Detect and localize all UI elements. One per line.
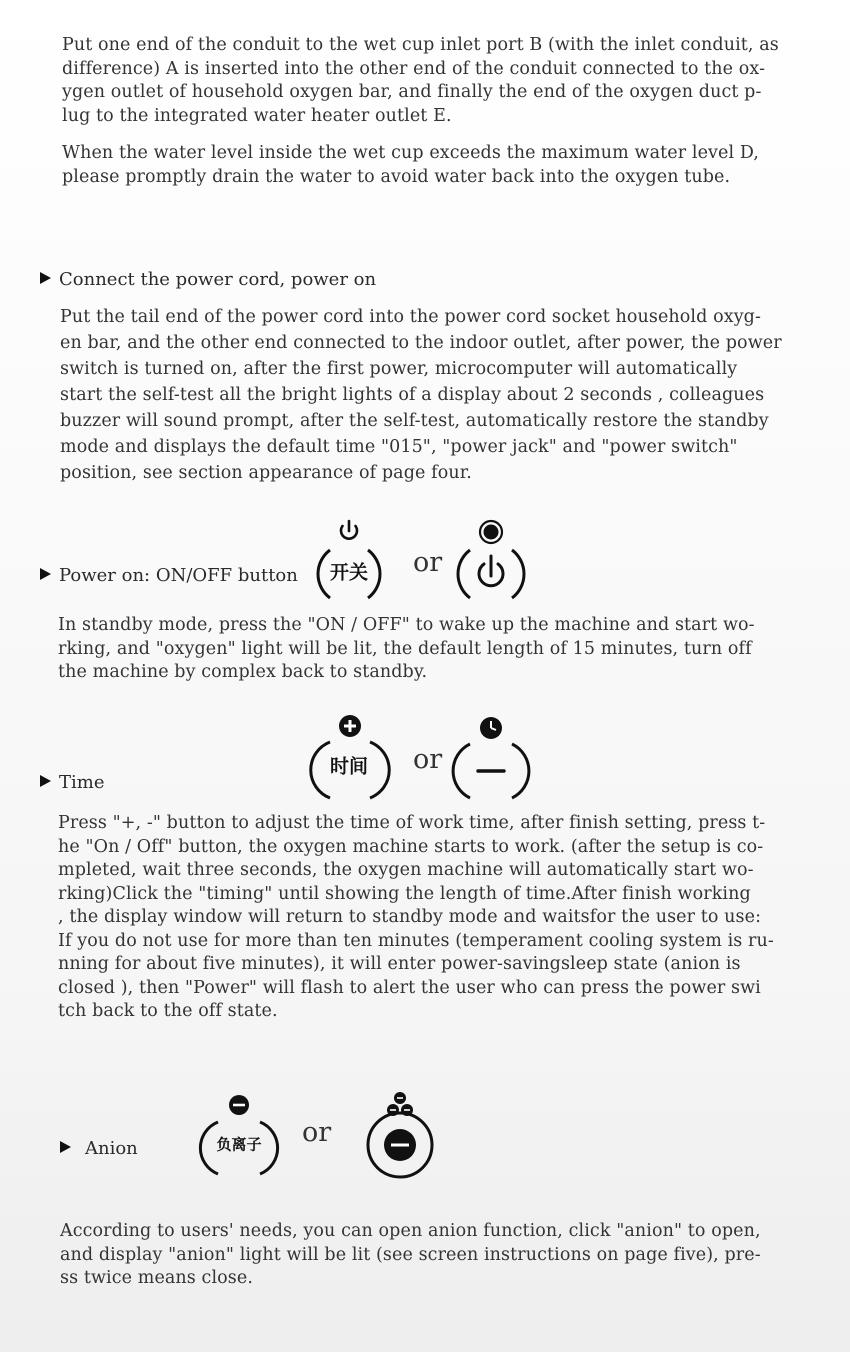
intro-p1-line: difference) A is inserted into the other end of the conduit connected to the ox-: [62, 58, 766, 79]
right-bracket-arc: [260, 1122, 278, 1174]
power-button-heading: [40, 564, 298, 588]
on-off-button-chinese[interactable]: [310, 518, 390, 604]
intro-p2-line: When the water level inside the wet cup exceeds the maximum water level D,: [62, 143, 759, 163]
right-bracket-arc: [512, 744, 529, 798]
power-icon: [479, 556, 503, 586]
right-bracket-arc: [512, 550, 524, 598]
anion-heading-text: Anion: [85, 1138, 138, 1159]
or-text: or: [302, 1117, 332, 1148]
left-bracket-arc: [311, 742, 330, 798]
left-bracket-arc: [200, 1122, 218, 1174]
time-button-symbol[interactable]: [452, 714, 532, 804]
anion-button-symbol[interactable]: [362, 1090, 438, 1182]
intro-paragraph-1: [62, 34, 792, 128]
power-cord-heading-text: Connect the power cord, power on: [59, 269, 377, 290]
or-text: or: [413, 744, 443, 775]
time-line: nning for about five minutes), it will enter power-savingsleep state (anion is: [58, 954, 741, 974]
power-cord-line: switch is turned on, after the first power, microcomputer will automatically: [60, 359, 738, 379]
anion-line: According to users' needs, you can open anion function, click "anion" to open,: [60, 1221, 761, 1241]
power-cord-line: position, see section appearance of page four.: [60, 463, 472, 483]
on-off-button-label: 开关: [329, 561, 369, 584]
time-line: he "On / Off" button, the oxygen machine starts to work. (after the setup is co-: [58, 836, 764, 857]
time-button-label: 时间: [329, 755, 369, 778]
power-cord-line: mode and displays the default time "015", "power jack" and "power switch": [60, 437, 738, 457]
power-button-line: rking, and "oxygen" light will be lit, the default length of 15 minutes, turn off: [58, 638, 752, 659]
time-button-chinese[interactable]: [310, 714, 390, 804]
triangle-bullet-icon: [40, 568, 51, 580]
time-line: If you do not use for more than ten minutes (temperament cooling system is ru-: [58, 930, 774, 951]
anion-line: ss twice means close.: [60, 1268, 253, 1288]
time-line: tch back to the off state.: [58, 1001, 278, 1021]
right-bracket-arc: [368, 550, 380, 598]
time-line: , the display window will return to standby mode and waitsfor the user to use:: [58, 907, 762, 927]
on-off-button-symbol[interactable]: [452, 518, 532, 604]
anion-button-label: 负离子: [216, 1135, 262, 1154]
triangle-bullet-icon: [60, 1141, 71, 1153]
intro-p1-line: Put one end of the conduit to the wet cup inlet port B (with the inlet conduit, as: [62, 35, 779, 55]
power-button-paragraph: [58, 614, 798, 685]
anion-button-chinese[interactable]: [202, 1094, 276, 1182]
time-line: rking)Click the "timing" until showing the length of time.After finish working: [58, 883, 751, 904]
intro-p1-line: lug to the integrated water heater outlet E.: [62, 105, 452, 126]
time-line: mpleted, wait three seconds, the oxygen machine will automatically start wo-: [58, 860, 754, 880]
power-button-line: the machine by complex back to standby.: [58, 662, 428, 682]
power-cord-paragraph: [60, 304, 800, 486]
power-cord-heading: [40, 268, 376, 292]
time-line: Press "+, -" button to adjust the time of work time, after finish setting, press t-: [58, 813, 766, 833]
anion-heading: [60, 1137, 138, 1161]
anion-line: and display "anion" light will be lit (see screen instructions on page five), pre-: [60, 1244, 761, 1265]
time-line: closed ), then "Power" will flash to alert the user who can press the power swi: [58, 977, 761, 998]
triangle-bullet-icon: [40, 272, 51, 284]
power-cord-line: buzzer will sound prompt, after the self-test, automatically restore the standby: [60, 411, 769, 431]
minus-circle-icon: [229, 1095, 249, 1115]
left-bracket-arc: [458, 550, 470, 598]
or-text: or: [413, 547, 443, 578]
time-heading: [40, 771, 104, 795]
power-button-line: In standby mode, press the "ON / OFF" to wake up the machine and start wo-: [58, 615, 755, 635]
left-bracket-arc: [453, 744, 470, 798]
anion-paragraph: [60, 1220, 800, 1291]
power-icon: [341, 521, 357, 539]
clock-icon: [480, 717, 502, 739]
power-cord-line: start the self-test all the bright lights of a display about 2 seconds , colleagues: [60, 385, 765, 405]
power-cord-line: en bar, and the other end connected to the indoor outlet, after power, the power: [60, 333, 782, 353]
time-paragraph: [58, 812, 798, 1024]
plus-icon: [339, 715, 361, 737]
left-bracket-arc: [318, 550, 330, 598]
intro-p1-line: ygen outlet of household oxygen bar, and finally the end of the oxygen duct p-: [62, 82, 762, 102]
time-heading-text: Time: [59, 772, 105, 793]
intro-paragraph-2: [62, 142, 792, 189]
triangle-bullet-icon: [40, 775, 51, 787]
intro-p2-line: please promptly drain the water to avoid water back into the oxygen tube.: [62, 166, 731, 187]
power-button-heading-text: Power on: ON/OFF button: [59, 565, 298, 586]
right-bracket-arc: [370, 742, 389, 798]
power-cord-line: Put the tail end of the power cord into the power cord socket household oxyg-: [60, 307, 762, 327]
lower-page-shade: [0, 1040, 850, 1352]
